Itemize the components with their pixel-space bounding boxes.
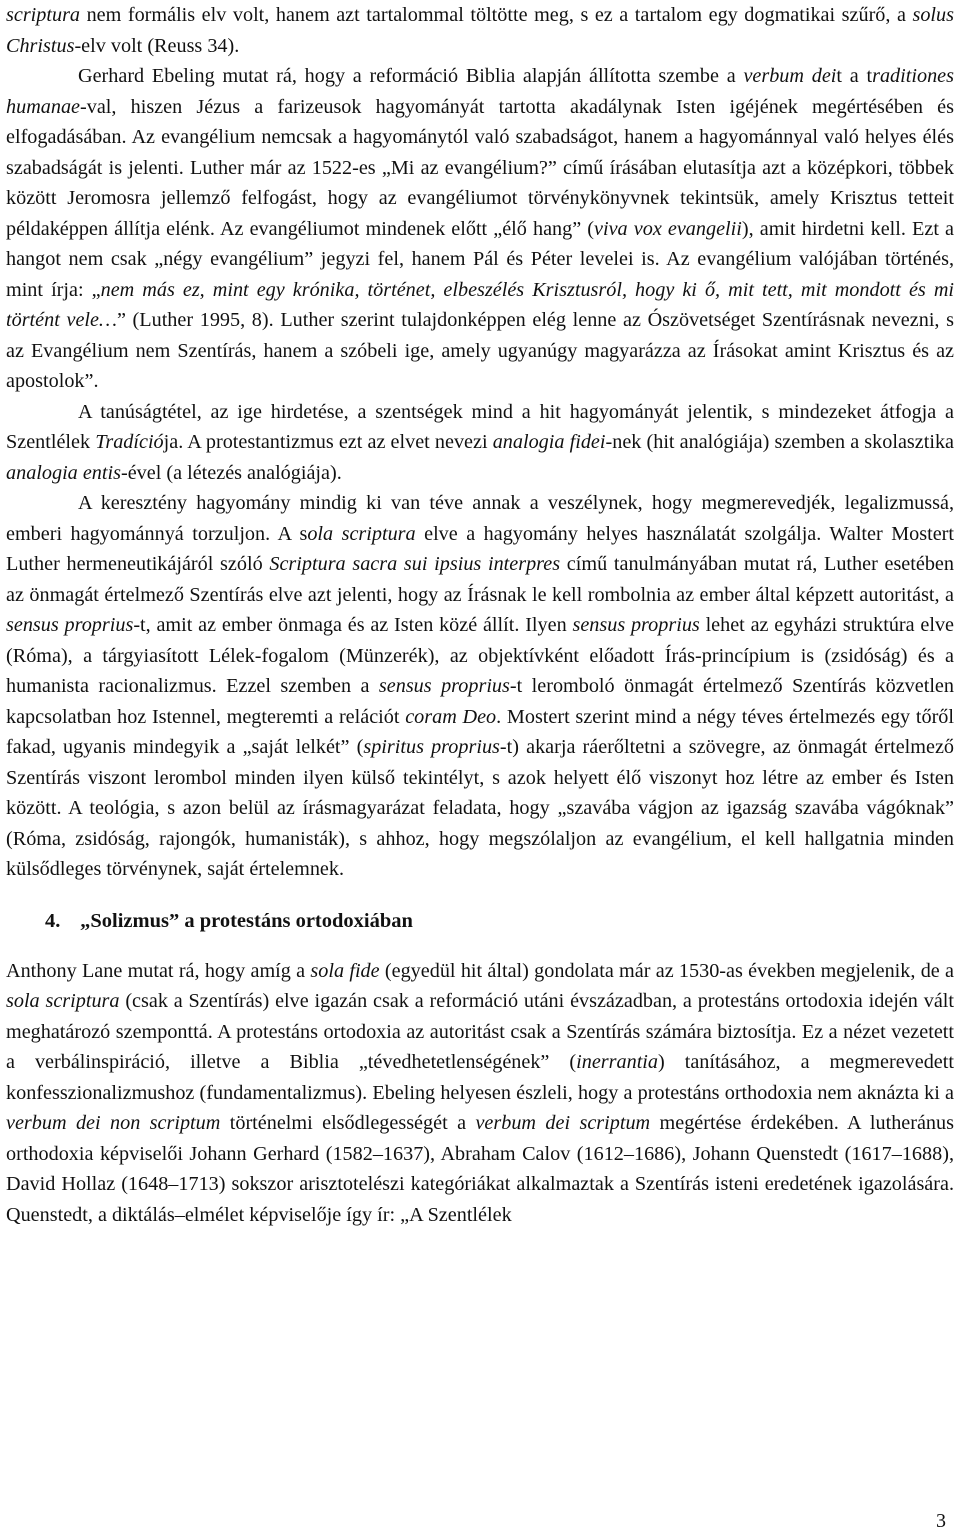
document-page (6, 0, 954, 1230)
text-run: -ével (a létezés analógiája). (120, 461, 342, 484)
text-run: történelmi elsődlegességét a (220, 1112, 476, 1134)
italic-text: coram Deo (405, 705, 497, 728)
italic-text: analogia fidei (492, 431, 606, 453)
italic-text: solus (912, 4, 954, 26)
body-text-top (6, 0, 954, 885)
text-run: -t, amit az ember önmaga és az Isten közé állít. Ilyen (133, 614, 573, 636)
text-run: -nek (hit analógiája) szemben a skolasztika (605, 431, 954, 453)
paragraph (6, 956, 954, 1231)
italic-text: sensus proprius (378, 675, 510, 697)
text-run: nem formális elv volt, hanem azt tartalommal töltötte meg, s ez a tartalom egy dogmatikai szűrő, a (80, 4, 913, 26)
italic-text: scriptura (6, 4, 81, 26)
text-run: Gerhard Ebeling mutat rá, hogy a reformáció Biblia alapján állította szembe a (78, 65, 744, 87)
text-run: ” (Luther 1995, 8). Luther szerint tulajdonképpen elég lenne az Ószövetséget Szentírásnak nevezni, s az Evangélium nem Szentírás, hanem a szóbeli ige, amely ugyanúgy magyarázza az Írásokat amint Krisztus és az apostolok”. (6, 309, 954, 392)
italic-text: raditiones humanae (6, 65, 954, 118)
italic-text: verbum dei scriptum (475, 1112, 651, 1134)
italic-text: analogia entis (6, 461, 121, 484)
text-run: ja. A protestantizmus ezt az elvet nevezi (163, 431, 493, 453)
paragraph (6, 0, 954, 61)
italic-text: Scriptura sacra sui ipsius interpres (269, 553, 561, 575)
section-number: 4. (45, 909, 61, 932)
body-text-bottom (6, 956, 954, 1231)
italic-text: viva vox evangelii (594, 217, 742, 240)
text-run: ), amit hirdetni kell. Ezt a hangot nem csak „négy evangélium” jegyzi fel, hanem Pál és Péter levelei is. Az evangélium valójában történés, mint írja: „ (6, 217, 955, 301)
text-run: A keresztény hagyomány mindig ki van téve annak a veszélynek, hogy megmerevedjék, legalizmussá, emberi hagyománnyá torzuljon. A s (6, 492, 954, 545)
text-run: ) tanításához, a megmerevedett konfesszionalizmushoz (fundamentalizmus). Ebeling helyesen észleli, hogy a protestáns orthodoxia nem aknázta ki a (6, 1051, 954, 1104)
italic-text: spiritus proprius (363, 736, 500, 758)
text-run: elve a hagyomány helyes használatát szolgálja. Walter Mostert Luther hermeneutikájáról szóló (6, 522, 954, 575)
text-run: lehet az egyházi struktúra elve (Róma), a tárgyiasított Lélek-fogalom (Münzerék), az objektívként előadott Írás-princípium is (zsidóság) és a humanista racionalizmus. Ezzel szemben a (6, 614, 955, 697)
text-run: Anthony Lane mutat rá, hogy amíg a (6, 959, 311, 982)
text-run: t a t (836, 65, 873, 87)
text-run: A tanúságtétel, az ige hirdetése, a szentségek mind a hit hagyományát jelentik, s mindezeket átfogja a Szentlélek (6, 400, 954, 453)
italic-text: Christus (6, 34, 75, 57)
italic-text: nem más ez, mint egy krónika, történet, elbeszélés Krisztusról, hogy ki ő, mit tett, mit mondott és mi történt vele… (6, 278, 955, 331)
text-run: című tanulmányában mutat rá, Luther esetében az önmagát értelmező Szentírás elve azt jelenti, hogy az Írásnak le kell rombolnia az ember által képzett autoritást, a (6, 553, 954, 606)
text-run: -t) akarja ráerőltetni a szövegre, az önmagát értelmező Szentírás viszont lerombol minden ilyen külső tekintélyt, s azok helyett élő viszonyt hoz létre az ember és Isten között. A teológia, s azon belül az írásmagyarázat feladata, hogy „szavába vágjon az igazság szavába vágóknak” (Róma, zsidóság, rajongók, humanisták), s ahhoz, hogy megszólaljon az evangélium, el kell hallgatnia minden külsődleges törvénynek, saját értelemnek. (6, 736, 955, 880)
section-title: „Solizmus” a protestáns ortodoxiában (80, 909, 413, 932)
text-run: (csak a Szentírás) elve igazán csak a reformáció utáni évszázadban, a protestáns ortodoxia idején vált meghatározó szemponttá. A protestáns ortodoxia az autoritást csak a Szentírás számára biztosítja. Ez a nézet vezetett a verbálinspiráció, illetve a Biblia „tévedhetetlenségének” ( (6, 990, 954, 1073)
text-run: -elv volt (Reuss 34). (74, 34, 240, 57)
italic-text: ola scriptura (307, 522, 416, 545)
paragraph (6, 61, 954, 397)
text-run: . Mostert szerint mind a négy téves értelmezés egy tőről fakad, ugyanis mindegyik a „saját lelkét” ( (6, 705, 954, 758)
italic-text: inerrantia (576, 1051, 658, 1073)
text-run: (egyedül hit által) gondolata már az 1530-as években megjelenik, de a (379, 959, 954, 982)
section-heading (45, 906, 954, 936)
italic-text: sola fide (310, 959, 380, 982)
text-run: -val, hiszen Jézus a farizeusok hagyományát tartotta akadálynak Isten igéjének megértésében és elfogadásában. Az evangélium nemcsak a hagyománytól való szabadságot, hanem a hagyománnyal való helyes élés szabadságát is jelenti. Luther már az 1522-es „Mi az evangélium?” című írásában elutasítja azt a középkori, többek között Jeromosra jellemző felfogást, hogy az evangéliumot törvénykönyvnek tekintsük, amely Krisztus tetteit példaképpen állítja elénk. Az evangéliumot mindenek előtt „élő hang” ( (6, 95, 954, 240)
paragraph (6, 488, 954, 885)
italic-text: verbum dei non scriptum (6, 1112, 221, 1134)
paragraph (6, 397, 954, 489)
italic-text: sola scriptura (6, 990, 120, 1012)
italic-text: verbum dei (743, 65, 837, 87)
text-run: -t leromboló önmagát értelmező Szentírás közvetlen kapcsolatban hoz Istennel, megteremti a relációt (6, 675, 954, 728)
text-run: megértése érdekében. A lutheránus orthodoxia képviselői Johann Gerhard (1582–1637), Abraham Calov (1612–1686), Johann Quenstedt (1617–1688), David Hollaz (1648–1713) sokszor arisztotelészi kategóriákat alkalmaztak a Szentírás isteni eredetének igazolására. Quenstedt, a diktálás–elmélet képviselője így ír: „A Szentlélek (6, 1112, 954, 1226)
italic-text: sensus proprius (6, 614, 134, 636)
italic-text: sensus proprius (572, 614, 700, 636)
italic-text: Tradíció (95, 431, 164, 453)
page-number: 3 (936, 1510, 946, 1532)
